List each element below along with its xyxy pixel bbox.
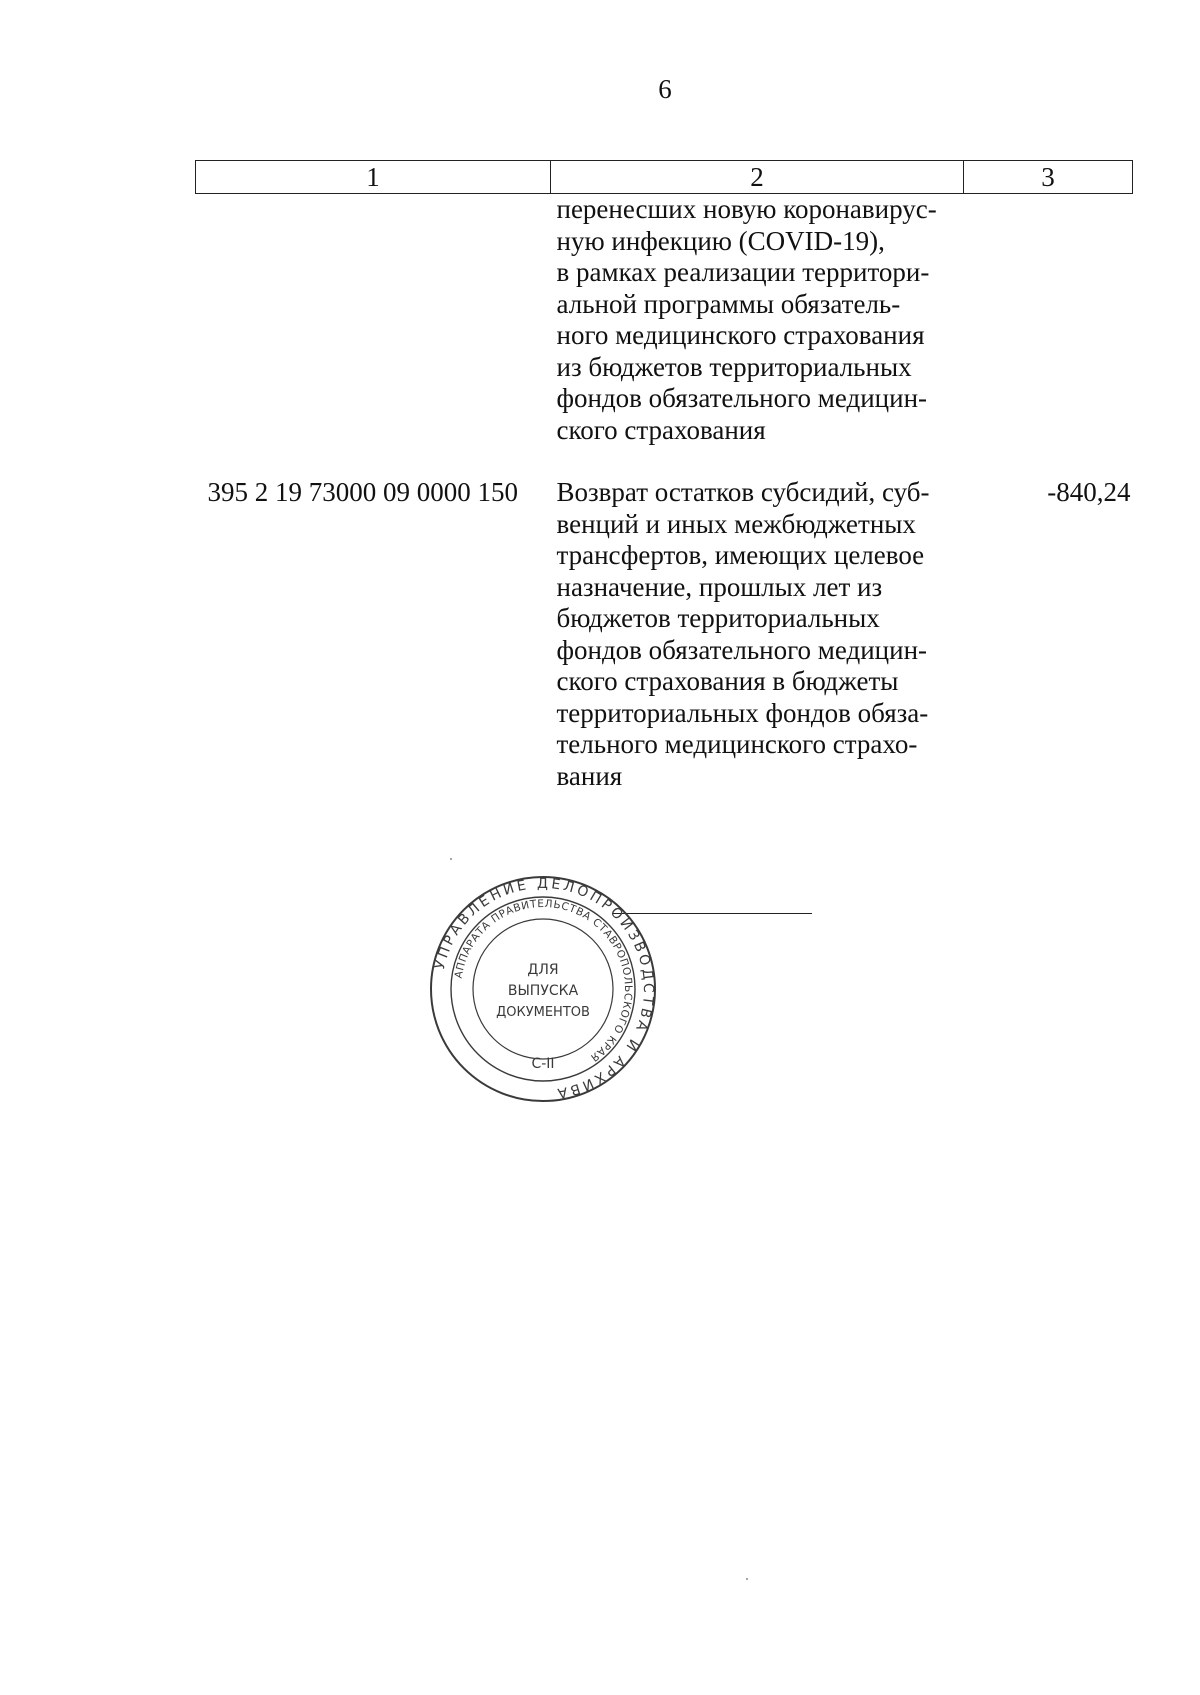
continued-code-cell — [196, 194, 551, 447]
column-header-3: 3 — [964, 161, 1133, 194]
description-line: фондов обязательного медицин- — [556, 383, 928, 413]
table-header-row — [196, 161, 1133, 194]
description-line: назначение, прошлых лет из — [556, 571, 883, 602]
table-row — [196, 477, 1133, 792]
continued-description-cell — [551, 194, 964, 447]
amount-cell: -840,24 — [1047, 477, 1131, 507]
description-line: в рамках реализации территори- — [556, 257, 930, 287]
column-header-2: 2 — [551, 161, 964, 194]
continued-row — [196, 194, 1133, 447]
official-seal-stamp — [428, 874, 658, 1104]
budget-code-cell: 395 2 19 73000 09 0000 150 — [207, 477, 518, 507]
description-line: территориальных фондов обяза- — [556, 697, 929, 728]
seal-inner-textpath: АППАРАТА ПРАВИТЕЛЬСТВА СТАВРОПОЛЬСКОГО КРАЯ — [452, 897, 635, 1064]
column-header-1: 1 — [196, 161, 551, 194]
description-line: венций и иных межбюджетных — [556, 508, 916, 539]
seal-outer-textpath: УПРАВЛЕНИЕ ДЕЛОПРОИЗВОДСТВА И АРХИВА — [431, 875, 657, 1102]
description-line: бюджетов территориальных — [556, 603, 880, 633]
description-line: ского страхования — [556, 414, 766, 445]
description-line: трансфертов, имеющих целевое — [556, 540, 925, 570]
row-spacer — [196, 446, 1133, 477]
scan-speck — [746, 1578, 748, 1580]
scan-speck — [450, 858, 452, 860]
seal-bottom-code: С-II — [531, 1056, 555, 1072]
seal-center-line-2: ВЫПУСКА — [507, 983, 579, 999]
description-line: из бюджетов территориальных — [556, 351, 912, 382]
continued-amount-cell — [964, 194, 1133, 447]
description-line: перенесших новую коронавирус- — [556, 194, 937, 224]
description-line: ного медицинского страхования — [556, 320, 925, 350]
description-line: тельного медицинского страхо- — [556, 729, 918, 759]
budget-table — [195, 160, 1133, 792]
description-cell — [551, 477, 964, 792]
description-line: вания — [556, 760, 623, 791]
page-number: 6 — [658, 74, 672, 104]
description-line: ную инфекцию (COVID-19), — [556, 225, 885, 256]
description-line: ского страхования в бюджеты — [556, 666, 899, 696]
description-line: Возврат остатков субсидий, суб- — [556, 477, 930, 507]
description-line: альной программы обязатель- — [556, 288, 901, 319]
seal-center-line-3: ДОКУМЕНТОВ — [496, 1005, 590, 1020]
seal-center-line-1: ДЛЯ — [527, 962, 559, 978]
description-line: фондов обязательного медицин- — [556, 634, 928, 665]
